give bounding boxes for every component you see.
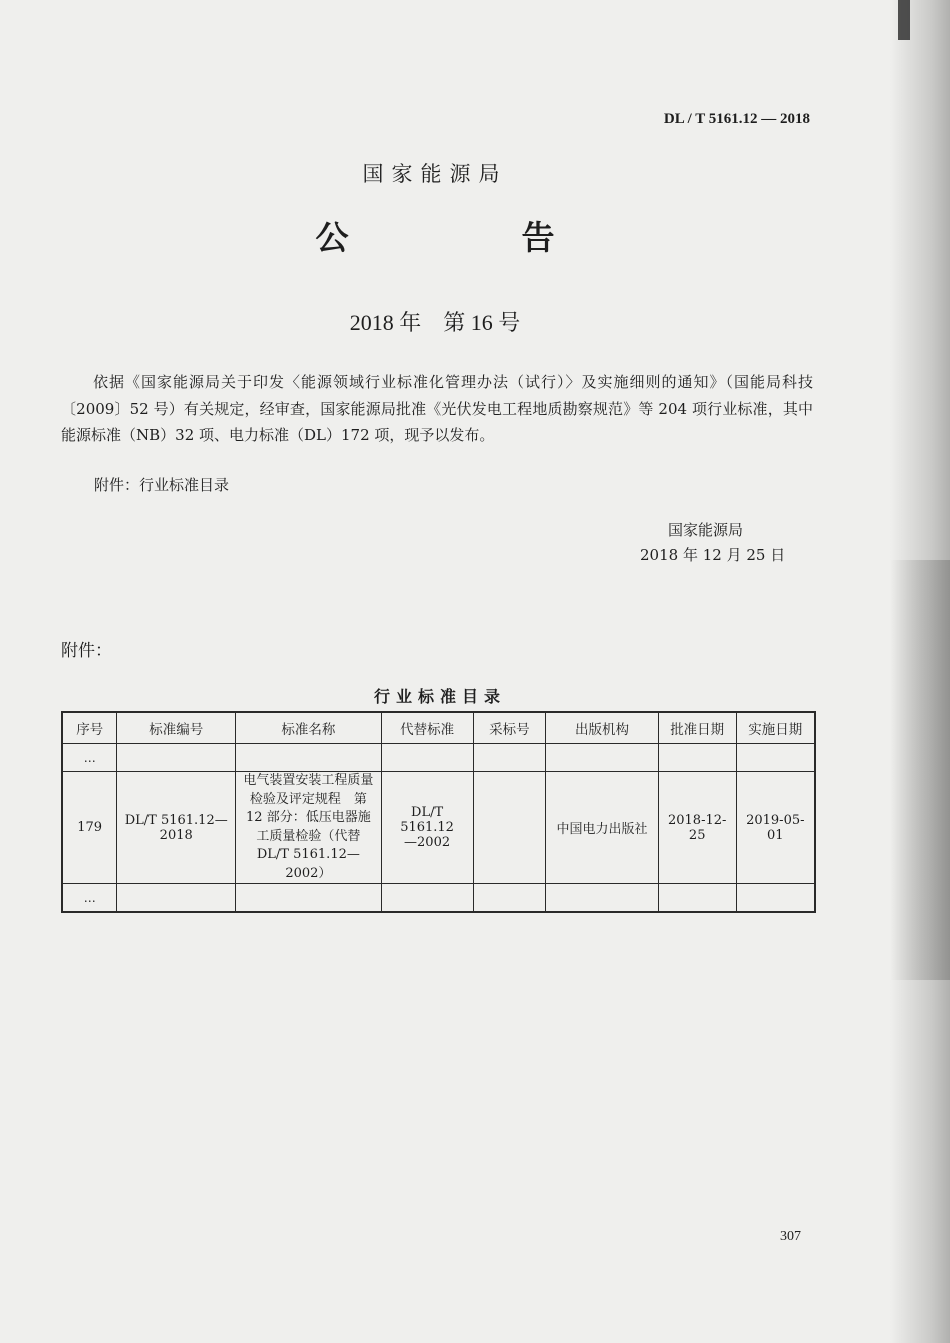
code-line: DL/T 5161.12— bbox=[124, 812, 228, 828]
column-header: 标准名称 bbox=[236, 712, 382, 744]
replaces-line: DL/T 5161.12 bbox=[400, 805, 454, 835]
name-cell bbox=[236, 772, 382, 884]
adoption-cell bbox=[473, 772, 546, 884]
signature-date: 2018 年 12 月 25 日 bbox=[640, 546, 786, 564]
ellipsis-cell: … bbox=[62, 884, 117, 913]
table-row bbox=[62, 772, 815, 884]
seq-cell: 179 bbox=[62, 772, 117, 884]
column-header: 批准日期 bbox=[658, 712, 736, 744]
effective-date-cell: 2019-05-01 bbox=[736, 772, 815, 884]
agency-name: 国家能源局 bbox=[362, 162, 508, 186]
column-header: 实施日期 bbox=[736, 712, 815, 744]
notice-heading: 公 告 bbox=[315, 218, 625, 257]
column-header: 标准编号 bbox=[117, 712, 236, 744]
column-header: 序号 bbox=[62, 712, 117, 744]
column-header: 采标号 bbox=[473, 712, 546, 744]
page-number: 307 bbox=[780, 1229, 801, 1244]
publisher-cell: 中国电力出版社 bbox=[546, 772, 659, 884]
standard-code: DL / T 5161.12 — 2018 bbox=[663, 111, 810, 127]
name-line: 检验及评定规程 第 bbox=[249, 791, 367, 807]
issue-number: 2018 年 第 16 号 bbox=[349, 310, 521, 335]
name-line: DL/T 5161.12—2002） bbox=[256, 847, 360, 881]
standards-catalog-table bbox=[61, 711, 816, 913]
name-line: 工质量检验（代替 bbox=[256, 828, 361, 844]
column-header: 出版机构 bbox=[546, 712, 659, 744]
approval-date-cell: 2018-12-25 bbox=[658, 772, 736, 884]
code-line: 2018 bbox=[159, 827, 193, 843]
name-line: 电气装置安装工程质量 bbox=[243, 773, 374, 788]
attachment-label: 附件： bbox=[61, 641, 112, 661]
signature-organization: 国家能源局 bbox=[668, 521, 744, 539]
catalog-title: 行业标准目录 bbox=[373, 687, 506, 706]
scan-mark bbox=[898, 0, 910, 40]
ellipsis-cell: … bbox=[62, 744, 117, 772]
scan-edge-shadow-dark bbox=[890, 560, 950, 980]
column-header: 代替标准 bbox=[381, 712, 473, 744]
replaces-line: —2002 bbox=[404, 835, 451, 850]
name-line: 12 部分：低压电器施 bbox=[246, 810, 371, 825]
table-row-ellipsis bbox=[62, 744, 815, 772]
table-row-ellipsis bbox=[62, 884, 815, 913]
attachment-line: 附件：行业标准目录 bbox=[94, 476, 230, 494]
replaces-cell bbox=[381, 772, 473, 884]
table-header-row bbox=[62, 712, 815, 744]
notice-body: 依据《国家能源局关于印发〈能源领域行业标准化管理办法（试行）〉及实施细则的通知》（国能局科技〔2009〕52 号）有关规定，经审查，国家能源局批准《光伏发电工程地质勘察规范》等 204 项行业标准，其中能源标准（NB）32 项、电力标准（DL）172 项，现予以发布。 bbox=[61, 373, 813, 444]
code-cell bbox=[117, 772, 236, 884]
